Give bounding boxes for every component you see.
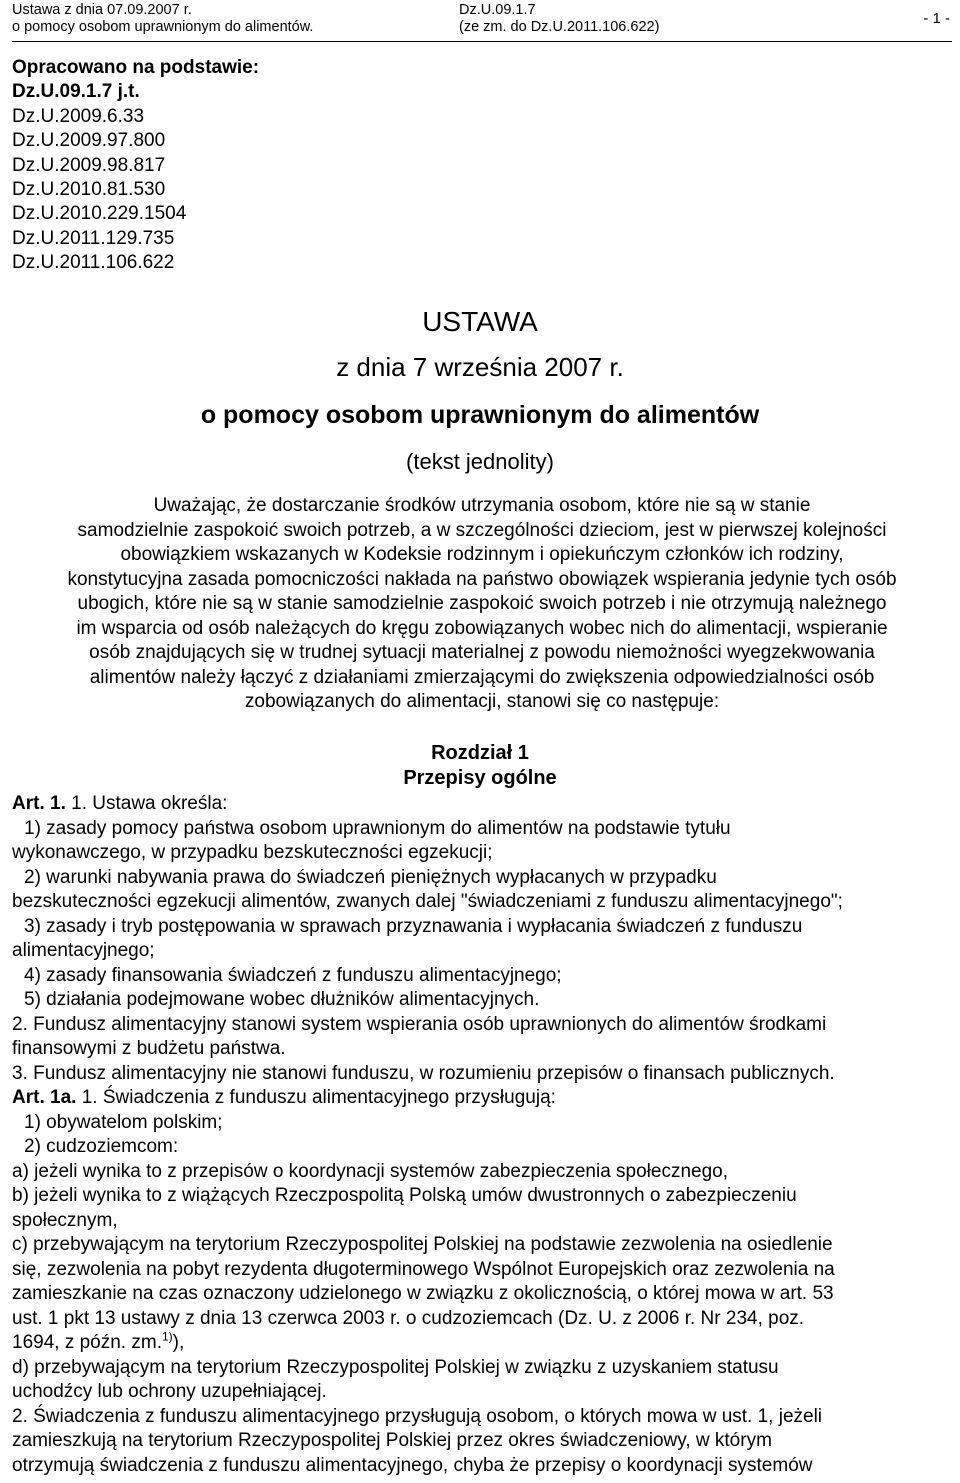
header-act-date: Ustawa z dnia 07.09.2007 r.: [12, 2, 192, 18]
list-item: 1) zasady pomocy państwa osobom uprawnionym do alimentów na podstawie tytułu: [24, 817, 731, 839]
article-1a-ust2-continuation: zamieszkują na terytorium Rzeczypospolitej Polskiej przez okres świadczeniowy, w którym: [12, 1430, 772, 1451]
running-header: [0, 0, 960, 46]
letter-item-d: d) przebywającym na terytorium Rzeczypospolitej Polskiej w związku z uzyskaniem statusu: [12, 1356, 779, 1378]
article-1a-ust1-intro: 1. Świadczenia z funduszu alimentacyjnego przysługują:: [76, 1087, 556, 1108]
source-basis-item: Dz.U.2009.98.817: [12, 154, 166, 176]
letter-item-text: ),: [172, 1332, 185, 1353]
preamble-line: Uważając, że dostarczanie środków utrzymania osobom, które nie są w stanie: [153, 495, 811, 516]
article-1a-ust2: 2. Świadczenia z funduszu alimentacyjnego przysługują osobom, o których mowa w ust. 1, jeżeli: [12, 1405, 823, 1427]
letter-item-text: 1694, z późn. zm.: [12, 1332, 162, 1353]
letter-item-continuation: [12, 1331, 952, 1356]
preamble-line: samodzielnie zaspokoić swoich potrzeb, a w szczególności dzieciom, jest w pierwszej kolejności: [77, 519, 887, 541]
header-rule: [12, 41, 952, 42]
preamble-line: alimentów należy łączyć z działaniami zmierzającymi do zwiększenia odpowiedzialności osób: [89, 666, 875, 688]
article-1a-ust2-continuation: otrzymują świadczenia z funduszu alimentacyjnego, chyba że przepisy o koordynacji systemów: [12, 1454, 813, 1476]
letter-item-continuation: się, zezwolenia na pobyt rezydenta długoterminowego Wspólnot Europejskich oraz zezwolenia na: [12, 1258, 835, 1280]
preamble: [12, 494, 952, 715]
preamble-line: obowiązkiem wskazanych w Kodeksie rodzinnym i opiekuńczym członków ich rodziny,: [120, 544, 844, 565]
preamble-line: im wsparcia od osób należących do kręgu zobowiązanych wobec nich do alimentacji, wspieranie: [76, 617, 888, 639]
list-item: 2) cudzoziemcom:: [24, 1136, 179, 1157]
letter-item-c: c) przebywającym na terytorium Rzeczypospolitej Polskiej na podstawie zezwolenia na osiedlenie: [12, 1234, 833, 1255]
article-label: Art. 1.: [12, 793, 66, 814]
preamble-line: konstytucyjna zasada pomocniczości nakłada na państwo obowiązek wspierania jedynie tych osób: [67, 568, 897, 590]
list-item-continuation: wykonawczego, w przypadku bezskuteczności egzekucji;: [12, 842, 493, 863]
letter-item-continuation: zamieszkanie na czas oznaczony udzielonego w związku z okolicznością, o której mowa w art. 53: [12, 1283, 834, 1304]
article-label: Art. 1a.: [12, 1087, 77, 1108]
list-item: 2) warunki nabywania prawa do świadczeń pieniężnych wypłacanych w przypadku: [24, 866, 717, 888]
chapter-name: Przepisy ogólne: [403, 767, 557, 789]
consolidated-text-note: (tekst jednolity): [406, 449, 554, 474]
preamble-line: osób znajdujących się w trudnej sytuacji materialnej z powodu niemożności wyegzekwowania: [89, 642, 875, 663]
act-body: [12, 792, 952, 1478]
letter-item-b: b) jeżeli wynika to z wiążących Rzeczpospolitą Polską umów dwustronnych o zabezpieczeniu: [12, 1185, 797, 1206]
act-title: USTAWA: [422, 306, 538, 337]
chapter-number: Rozdział 1: [431, 742, 529, 764]
list-item-continuation: bezskuteczności egzekucji alimentów, zwanych dalej "świadczeniami z funduszu alimentacyjnego";: [12, 891, 843, 912]
article-1-ust1-intro: 1. Ustawa określa:: [65, 793, 228, 814]
article-1a-intro: [12, 1086, 952, 1111]
preamble-line: ubogich, które nie są w stanie samodzielnie zaspokoić swoich potrzeb i nie otrzymują należnego: [77, 593, 887, 614]
source-basis-block: [12, 56, 259, 276]
preamble-line: zobowiązanych do alimentacji, stanowi się co następuje:: [244, 691, 720, 712]
list-item: 5) działania podejmowane wobec dłużników alimentacyjnych.: [24, 989, 540, 1010]
page-number: - 1 -: [923, 10, 950, 27]
source-basis-item: Dz.U.09.1.7 j.t.: [12, 81, 140, 103]
list-item: 4) zasady finansowania świadczeń z funduszu alimentacyjnego;: [24, 964, 562, 986]
header-amendments-ref: (ze zm. do Dz.U.2011.106.622): [459, 19, 660, 35]
letter-item-continuation: społecznym,: [12, 1209, 118, 1231]
source-basis-item: Dz.U.2009.97.800: [12, 130, 166, 152]
article-1-intro: [12, 792, 952, 817]
letter-item-continuation: uchodźcy lub ochrony uzupełniającej.: [12, 1381, 327, 1402]
source-basis-heading: Opracowano na podstawie:: [12, 57, 260, 78]
article-1-ust3: 3. Fundusz alimentacyjny nie stanowi funduszu, w rozumieniu przepisów o finansach publicznych.: [12, 1062, 835, 1084]
footnote-reference[interactable]: 1): [161, 1329, 173, 1344]
source-basis-item: Dz.U.2011.129.735: [12, 227, 175, 249]
letter-item-continuation: ust. 1 pkt 13 ustawy z dnia 13 czerwca 2003 r. o cudzoziemcach (Dz. U. z 2006 r. Nr 234, poz.: [12, 1307, 805, 1329]
header-journal-ref: Dz.U.09.1.7: [459, 2, 536, 18]
source-basis-item: Dz.U.2011.106.622: [12, 252, 175, 274]
act-date: z dnia 7 września 2007 r.: [336, 352, 624, 382]
header-act-title: o pomocy osobom uprawnionym do alimentów.: [12, 19, 314, 35]
source-basis-item: Dz.U.2010.229.1504: [12, 203, 187, 225]
article-1-ust2-continuation: finansowymi z budżetu państwa.: [12, 1038, 286, 1059]
list-item: 3) zasady i tryb postępowania w sprawach przyznawania i wypłacania świadczeń z funduszu: [24, 915, 803, 937]
list-item: 1) obywatelom polskim;: [24, 1111, 223, 1133]
act-subject: o pomocy osobom uprawnionym do alimentów: [200, 401, 760, 429]
list-item-continuation: alimentacyjnego;: [12, 940, 155, 961]
source-basis-item: Dz.U.2009.6.33: [12, 105, 145, 127]
article-1-ust2: 2. Fundusz alimentacyjny stanowi system wspierania osób uprawnionych do alimentów środkami: [12, 1013, 827, 1035]
letter-item-a: a) jeżeli wynika to z przepisów o koordynacji systemów zabezpieczenia społecznego,: [12, 1160, 729, 1182]
source-basis-item: Dz.U.2010.81.530: [12, 179, 166, 201]
